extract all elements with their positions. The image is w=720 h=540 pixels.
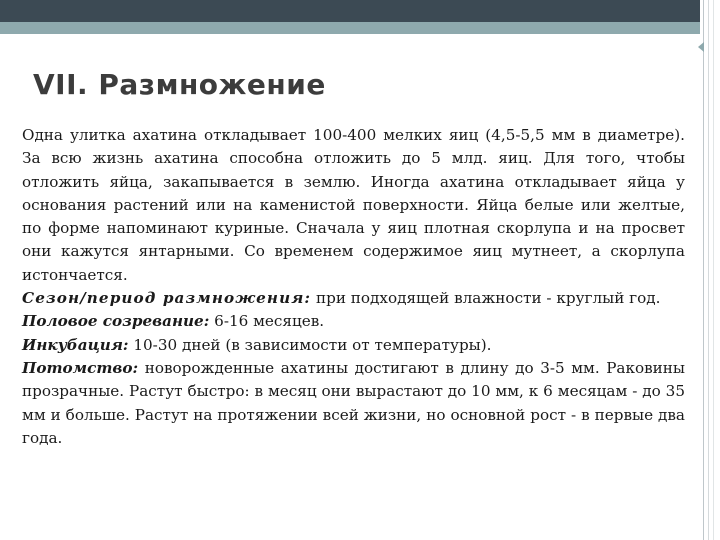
paragraph-main: Одна улитка ахатина откладывает 100-400 мелких яиц (4,5-5,5 мм в диаметре). За всю жизнь ахатина способна отложить до 5 млд. яиц. Для того, чтобы отложить яйца, закапывается в землю. Иногда ахатина откладывает яйца у основания растений или на каменистой поверхности. Яйца белые или желтые, по форме напоминают куриные. Сначала у яиц плотная скорлупа и на просвет они кажутся янтарными. Со временем содержимое яиц мутнеет, а скорлупа истончается. — [22, 126, 685, 284]
right-border-line — [703, 0, 704, 540]
right-border-line-2 — [708, 0, 709, 540]
slide-tab-marker — [698, 42, 704, 52]
incubation-label: Инкубация: — [22, 335, 129, 354]
paragraph-season — [22, 287, 685, 310]
header-bar-accent — [0, 22, 700, 34]
maturity-label: Половое созревание: — [22, 312, 210, 331]
right-border-line-3 — [713, 0, 714, 540]
offspring-label: Потомство: — [22, 358, 139, 377]
slide-body — [22, 124, 685, 450]
slide-title: VII. Размножение — [33, 68, 326, 101]
maturity-value: 6-16 месяцев. — [209, 312, 325, 331]
season-value: при подходящей влажности - круглый год. — [311, 289, 661, 308]
header-bar-dark — [0, 0, 700, 22]
paragraph-maturity — [22, 310, 685, 333]
season-label: Сезон/период размножения: — [22, 289, 312, 308]
paragraph-incubation — [22, 334, 685, 357]
incubation-value: 10-30 дней (в зависимости от температуры). — [128, 335, 492, 354]
paragraph-offspring — [22, 357, 685, 450]
offspring-value: новорожденные ахатины достигают в длину до 3-5 мм. Раковины прозрачные. Растут быстро: в месяц они вырастают до 10 мм, к 6 месяцам - до 35 мм и больше. Растут на протяжении всей жизни, но основной рост - в первые два года. — [22, 358, 685, 447]
